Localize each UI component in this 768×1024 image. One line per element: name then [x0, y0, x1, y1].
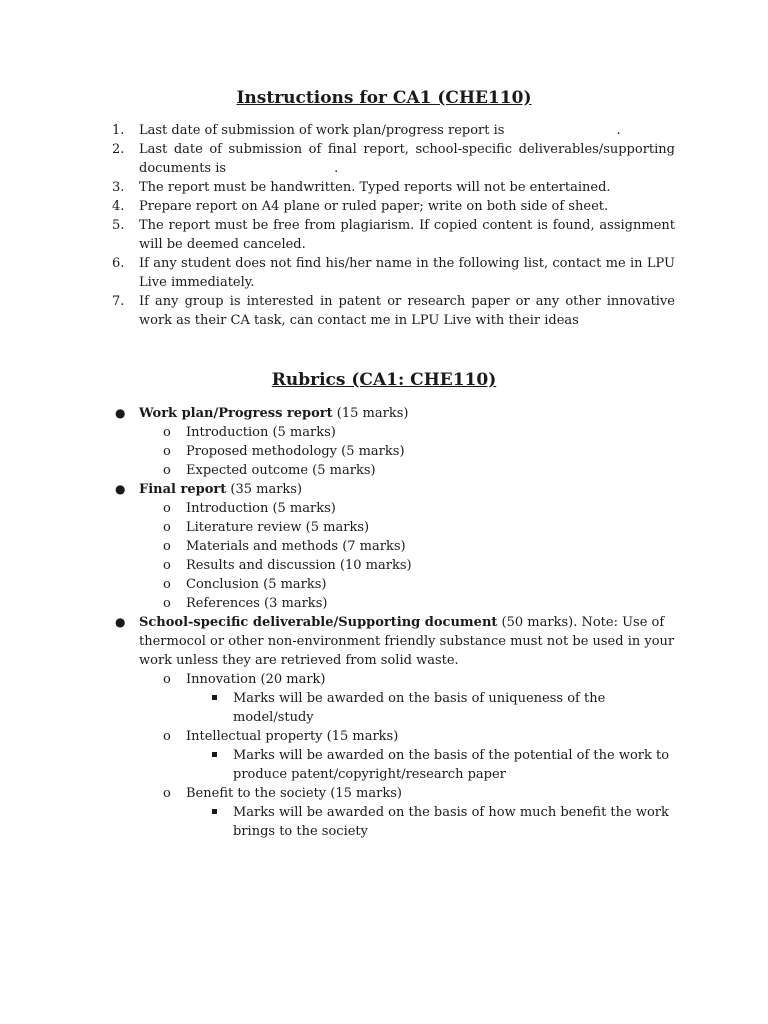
- rubric-subitem: o Results and discussion (10 marks): [163, 558, 412, 573]
- bullet-icon: ●: [115, 406, 126, 420]
- item-number: 1.: [112, 123, 125, 138]
- section-heading: Work plan/Progress report: [139, 406, 333, 421]
- circle-bullet-icon: o: [163, 425, 171, 440]
- circle-bullet-icon: o: [163, 520, 171, 535]
- list-item: [112, 254, 675, 292]
- section-heading: School-specific deliverable/Supporting document: [139, 615, 498, 630]
- list-item: [112, 292, 675, 330]
- circle-bullet-icon: o: [163, 558, 171, 573]
- item-text: If any group is interested in patent or research paper or any other innovative work as their CA task, can contact me in LPU Live with their ideas: [139, 294, 675, 328]
- rubrics-list: [115, 404, 675, 841]
- bullet-icon: ●: [115, 482, 126, 496]
- circle-bullet-icon: o: [163, 596, 171, 611]
- item-number: 3.: [112, 180, 125, 195]
- circle-bullet-icon: o: [163, 463, 171, 478]
- rubric-note: Marks will be awarded on the basis of uniqueness of the model/study: [186, 689, 675, 727]
- item-text: If any student does not find his/her name in the following list, contact me in LPU Live immediately.: [139, 256, 675, 290]
- rubric-subitem: o Conclusion (5 marks): [163, 577, 327, 592]
- section-marks: (35 marks): [226, 482, 303, 497]
- item-number: 5.: [112, 218, 125, 233]
- item-number: 6.: [112, 256, 125, 271]
- rubric-section: [115, 404, 675, 480]
- circle-bullet-icon: o: [163, 786, 171, 801]
- circle-bullet-icon: o: [163, 539, 171, 554]
- list-item: [112, 178, 675, 197]
- rubrics-title: Rubrics (CA1: CHE110): [271, 370, 497, 390]
- section-heading: Final report: [139, 482, 227, 497]
- circle-bullet-icon: o: [163, 672, 171, 687]
- item-text: Last date of submission of work plan/progress report is: [139, 123, 505, 138]
- rubric-subitem: o Introduction (5 marks): [163, 425, 336, 440]
- rubric-section: [115, 613, 675, 841]
- bullet-icon: ●: [115, 615, 126, 629]
- rubric-note: Marks will be awarded on the basis of the potential of the work to produce patent/copyright/research paper: [186, 746, 675, 784]
- rubric-subitem: o Innovation (20 mark) Marks will be awarded on the basis of uniqueness of the model/study: [139, 670, 675, 727]
- item-text: The report must be free from plagiarism. If copied content is found, assignment will be deemed canceled.: [139, 218, 675, 252]
- list-item: [112, 216, 675, 254]
- list-item: 1. Last date of submission of work plan/progress report is .: [112, 123, 621, 138]
- rubric-subitem: o Literature review (5 marks): [163, 520, 370, 535]
- rubric-subitem: o Benefit to the society (15 marks) Marks will be awarded on the basis of how much benefit the work brings to the society: [139, 784, 675, 841]
- item-number: 2.: [112, 142, 125, 157]
- rubric-subitem: o Intellectual property (15 marks) Marks will be awarded on the basis of the potential of the work to produce patent/copyright/research paper: [139, 727, 675, 784]
- circle-bullet-icon: o: [163, 577, 171, 592]
- circle-bullet-icon: o: [163, 729, 171, 744]
- square-bullet-icon: [212, 809, 217, 814]
- rubric-note: Marks will be awarded on the basis of how much benefit the work brings to the society: [186, 803, 675, 841]
- instructions-title: Instructions for CA1 (CHE110): [236, 88, 532, 108]
- rubric-subitem: o Materials and methods (7 marks): [163, 539, 406, 554]
- list-item: [112, 197, 675, 216]
- list-item: 2. Last date of submission of final report, school-specific deliverables/supporting documents is .: [112, 142, 675, 176]
- rubric-subitem: o Proposed methodology (5 marks): [163, 444, 405, 459]
- rubric-subitem: o References (3 marks): [163, 596, 328, 611]
- square-bullet-icon: [212, 695, 217, 700]
- section-marks: (50 marks). Note: Use of thermocol or other non-environment friendly substance must not be used in your work unless they are retrieved from solid waste.: [139, 615, 675, 668]
- item-number: 7.: [112, 294, 125, 309]
- rubric-subitem: o Expected outcome (5 marks): [163, 463, 376, 478]
- square-bullet-icon: [212, 752, 217, 757]
- section-marks: (15 marks): [332, 406, 409, 421]
- item-text: Prepare report on A4 plane or ruled paper; write on both side of sheet.: [139, 199, 609, 214]
- rubric-section: [115, 480, 675, 613]
- instructions-list: [112, 121, 675, 330]
- rubric-subitem: o Introduction (5 marks): [163, 501, 336, 516]
- item-number: 4.: [112, 199, 125, 214]
- item-text: Last date of submission of final report, school-specific deliverables/supporting documents is: [139, 142, 675, 176]
- circle-bullet-icon: o: [163, 444, 171, 459]
- circle-bullet-icon: o: [163, 501, 171, 516]
- item-text: The report must be handwritten. Typed reports will not be entertained.: [139, 180, 611, 195]
